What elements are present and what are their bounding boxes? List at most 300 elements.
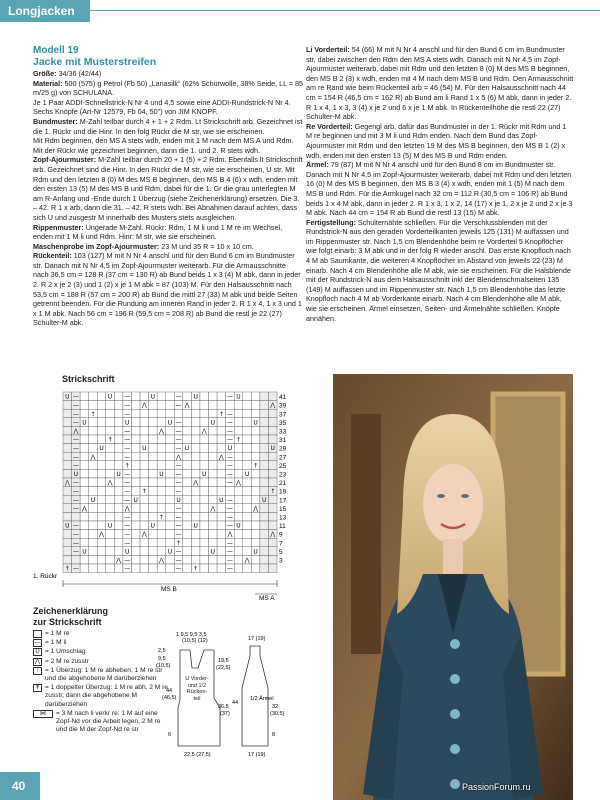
chart-cell: [89, 512, 98, 521]
chart-cell-symbol: —: [226, 548, 233, 556]
chart-cell: [191, 530, 200, 539]
li-paragraph: [306, 45, 574, 122]
chart-cell-symbol: U: [107, 522, 113, 530]
chart-cell: [149, 401, 158, 410]
chart-cell-symbol: —: [124, 488, 131, 496]
chart-cell: [149, 530, 158, 539]
size-paragraph: [33, 69, 303, 79]
chart-cell-symbol: —: [124, 496, 131, 504]
chart-cell: [106, 461, 115, 470]
chart-cell-symbol: ⋀: [141, 531, 147, 539]
chart-cell: [63, 530, 72, 539]
legend-title-line2: zur Strickschrift: [33, 617, 102, 627]
chart-cell-symbol: —: [226, 428, 233, 435]
legend-text: = 3 M nach li verkr re: 1 M auf eine Zopf-Nd vor die Arbeit legen, 2 M re und die M der Zopf-Nd re str: [56, 709, 161, 734]
chart-cell-symbol: U: [159, 471, 164, 478]
chart-cell: [243, 444, 252, 453]
knit-symbol-icon: [33, 630, 42, 638]
chart-cell: [200, 538, 209, 547]
chart-cell-symbol: —: [175, 402, 182, 410]
chart-cell: [191, 469, 200, 478]
chart-cell-symbol: ⋀: [116, 557, 122, 564]
chart-cell: [268, 461, 277, 470]
chart-cell: [234, 444, 243, 453]
chart-cell: [217, 564, 226, 573]
chart-cell: [183, 555, 192, 564]
chart-cell: [131, 478, 140, 487]
material-label: Material:: [33, 78, 63, 88]
chart-cell: [131, 452, 140, 461]
chart-cell: [131, 530, 140, 539]
header-bar: [0, 0, 600, 22]
chart-cell: [157, 504, 166, 513]
chart-cell: [200, 547, 209, 556]
chart-cell-symbol: —: [175, 505, 182, 513]
chart-cell: [234, 547, 243, 556]
chart-cell: [209, 564, 218, 573]
chart-cell: [260, 555, 269, 564]
chart-cell: [106, 504, 115, 513]
dim-6: 44: [166, 688, 173, 694]
chart-cell: [157, 487, 166, 496]
chart-cell: [140, 495, 149, 504]
chart-cell-symbol: U: [219, 496, 224, 504]
row-number: 9: [279, 531, 283, 539]
model-title: Jacke mit Musterstreifen: [33, 56, 157, 68]
chart-cell: [191, 435, 200, 444]
chart-cell: [89, 461, 98, 470]
chart-cell: [114, 435, 123, 444]
row-number: 19: [279, 488, 287, 496]
chart-cell-symbol: ↑: [218, 410, 224, 418]
chart-cell: [149, 409, 158, 418]
chart-cell: [209, 426, 218, 435]
chart-cell: [157, 435, 166, 444]
chart-cell: [260, 512, 269, 521]
chart-cell: [209, 495, 218, 504]
chart-cell-symbol: ⋀: [253, 505, 259, 513]
chart-cell: [191, 547, 200, 556]
chart-cell: [209, 435, 218, 444]
chart-cell-symbol: U: [184, 445, 190, 453]
chart-cell: [209, 444, 218, 453]
chart-cell-symbol: —: [124, 539, 131, 547]
chart-cell: [80, 461, 89, 470]
chart-cell: [191, 504, 200, 513]
chart-cell: [166, 538, 175, 547]
chart-cell-symbol: ⋀: [141, 402, 147, 410]
chart-cell-symbol: U: [244, 471, 250, 478]
row-number: 17: [279, 497, 287, 505]
chart-cell: [191, 495, 200, 504]
chart-cell-symbol: —: [175, 462, 182, 470]
chart-cell-symbol: ↑: [176, 539, 182, 547]
dim-7: (46,5): [162, 695, 177, 701]
chart-cell-symbol: ⋀: [64, 479, 70, 487]
chart-cell: [217, 461, 226, 470]
chart-cell: [183, 435, 192, 444]
chart-cell: [183, 512, 192, 521]
chart-cell: [268, 512, 277, 521]
chart-cell: [243, 426, 252, 435]
row-number: 3: [279, 557, 283, 565]
chart-cell: [80, 564, 89, 573]
chart-cell: [140, 512, 149, 521]
chart-cell: [80, 487, 89, 496]
button-4: [450, 744, 460, 754]
row-number: 37: [279, 411, 287, 419]
chart-cell: [268, 495, 277, 504]
size-text: 34/36 (42/44): [56, 69, 102, 78]
chart-cell: [217, 487, 226, 496]
chart-cell: [157, 409, 166, 418]
dim-5: (22,5): [216, 665, 231, 671]
row-number: 7: [279, 540, 283, 548]
chart-cell: [140, 409, 149, 418]
chart-cell: [191, 452, 200, 461]
chart-cell-symbol: —: [175, 471, 182, 478]
chart-cell-symbol: ↑: [90, 410, 96, 418]
chart-cell: [106, 452, 115, 461]
chart-cell: [234, 452, 243, 461]
chart-cell: [183, 487, 192, 496]
chart-cell-symbol: —: [72, 539, 79, 547]
chart-cell-symbol: —: [124, 514, 131, 521]
chart-cell: [72, 512, 81, 521]
chart-cell: [80, 555, 89, 564]
grid-cells: [63, 392, 277, 573]
rippen-paragraph: [33, 223, 303, 242]
chart-cell: [209, 392, 218, 401]
chart-cell: [114, 512, 123, 521]
chart-cell: [260, 392, 269, 401]
chart-cell-symbol: U: [73, 471, 79, 478]
chart-cell-symbol: ↑: [158, 514, 164, 521]
chart-cell-symbol: —: [175, 548, 182, 556]
chart-cell: [234, 469, 243, 478]
chart-cell: [251, 469, 260, 478]
chart-cell: [97, 521, 106, 530]
chart-cell: [131, 469, 140, 478]
chart-cell: [251, 409, 260, 418]
chart-cell-symbol: —: [124, 522, 131, 530]
maschen-paragraph: [33, 242, 303, 252]
chart-cell: [114, 401, 123, 410]
chart-cell-symbol: —: [226, 522, 233, 530]
model-number: Modell 19: [33, 45, 79, 56]
chart-cell-symbol: ⋀: [158, 557, 164, 564]
chart-cell: [140, 564, 149, 573]
left-eye: [437, 494, 445, 498]
chart-cell: [89, 469, 98, 478]
chart-cell-symbol: —: [226, 557, 233, 564]
chart-cell: [234, 461, 243, 470]
chart-cell: [226, 487, 235, 496]
chart-cell: [131, 409, 140, 418]
chart-cell: [217, 418, 226, 427]
chart-cell: [149, 444, 158, 453]
chart-cell-symbol: —: [124, 428, 131, 435]
chart-cell: [234, 538, 243, 547]
sleeve-label: 1/2 Ärmel: [250, 696, 274, 702]
chart-cell: [149, 469, 158, 478]
chart-cell: [106, 547, 115, 556]
chart-cell: [157, 452, 166, 461]
fertig-paragraph: [306, 218, 574, 324]
chart-cell: [166, 478, 175, 487]
chart-cell: [200, 392, 209, 401]
material-text: 500 (575) g Petrol (Fb 50) „Lanasilk“ (62% Schurwolle, 38% Seide, LL = 85 m/25 g) von SCHULANA.: [33, 78, 304, 98]
chart-cell: [260, 538, 269, 547]
chart-cell: [97, 435, 106, 444]
chart-cell-symbol: —: [124, 565, 131, 573]
chart-cell-symbol: ⋀: [176, 453, 182, 461]
chart-cell-symbol: —: [226, 514, 233, 521]
bund-paragraph: [33, 117, 303, 136]
chart-cell: [106, 418, 115, 427]
legend-text: = 1 Umschlag: [45, 648, 86, 656]
chart-cell: [251, 495, 260, 504]
chart-cell: [209, 401, 218, 410]
chart-cell-symbol: ⋀: [184, 402, 190, 410]
chart-cell-symbol: —: [226, 436, 233, 444]
chart-cell: [191, 487, 200, 496]
row-number: 15: [279, 505, 287, 513]
chart-cell: [131, 555, 140, 564]
chart-cell: [260, 409, 269, 418]
chart-cell: [166, 495, 175, 504]
chart-cell: [268, 435, 277, 444]
chart-cell: [260, 487, 269, 496]
chart-cell: [200, 435, 209, 444]
size-label: Größe:: [33, 69, 57, 78]
chart-cell: [106, 555, 115, 564]
chart-cell-symbol: ⋀: [244, 557, 250, 564]
chart-cell: [140, 452, 149, 461]
chart-cell: [157, 478, 166, 487]
chart-cell: [166, 504, 175, 513]
chart-cell-symbol: —: [72, 522, 79, 530]
chart-cell: [157, 392, 166, 401]
chart-cell: [191, 426, 200, 435]
chart-cell-symbol: U: [236, 522, 241, 530]
dim-4: 19,5: [218, 658, 229, 664]
chart-cell-symbol: U: [236, 393, 241, 401]
chart-cell: [217, 444, 226, 453]
chart-cell: [226, 401, 235, 410]
chart-cell: [80, 401, 89, 410]
material-paragraph-2: Je 1 Paar ADDI-Schnellstrick-N Nr 4 und 4,5 sowie eine ADDI-Rundstrick-N Nr 4. Sechs Knöpfe (Art-Nr 12579, Fb 04, 50") von JIM KNOPF.: [33, 97, 291, 117]
chart-cell: [217, 435, 226, 444]
chart-cell: [174, 409, 183, 418]
cable-symbol-icon: ⋈: [33, 710, 53, 718]
chart-cell: [200, 444, 209, 453]
chart-cell: [217, 392, 226, 401]
chart-cell: [166, 555, 175, 564]
chart-cell: [166, 469, 175, 478]
chart-cell-symbol: ⋀: [73, 428, 79, 435]
chart-cell: [234, 418, 243, 427]
chart-cell: [97, 538, 106, 547]
chart-cell-symbol: U: [124, 419, 130, 427]
button-5: [450, 779, 460, 789]
rippen-text: Ungerade M-Zahl. Rückr: Rdm, 1 M li und 1 M re im Wechsel, enden mit 1 M li und Rdm. Hinr: M str, wie sie erscheinen.: [33, 222, 283, 242]
chart-cell: [251, 401, 260, 410]
first-row-label: 1. Rückr: [33, 573, 58, 580]
chart-cell: [80, 538, 89, 547]
chart-cell: [217, 478, 226, 487]
chart-cell: [149, 487, 158, 496]
chart-cell-symbol: —: [175, 419, 182, 427]
chart-cell: [183, 495, 192, 504]
knitting-chart: [33, 388, 303, 600]
chart-cell: [80, 392, 89, 401]
chart-cell: [243, 512, 252, 521]
chart-cell: [243, 547, 252, 556]
model-photo-illustration: [333, 374, 573, 800]
chart-cell: [63, 418, 72, 427]
chart-cell: [260, 469, 269, 478]
chart-cell-symbol: ⋀: [201, 428, 207, 435]
chart-title: Strickschrift: [62, 374, 115, 384]
chart-cell: [140, 461, 149, 470]
row-number: 27: [279, 454, 287, 462]
chart-cell-symbol: U: [142, 445, 147, 453]
chart-cell: [149, 435, 158, 444]
chart-cell: [80, 521, 89, 530]
chart-cell: [140, 478, 149, 487]
front-label: U Vorder- und 1/2 Rücken- teil: [185, 676, 209, 702]
chart-cell: [114, 564, 123, 573]
chart-cell: [149, 564, 158, 573]
chart-cell: [63, 469, 72, 478]
chart-cell: [243, 435, 252, 444]
chart-cell: [234, 401, 243, 410]
chart-cell-symbol: —: [124, 453, 131, 461]
fertig-text: Schulternähte schließen. Für die Verschlussblenden mit der Rundstrick-N aus den geraden Vorderteilkanten jeweils 125 (131) M auffassen und im Rippenmuster str. Nach 1,5 cm Blendenhöhe beim re Vorderteil 5 Knopflöcher wie folgt einarb: 3 M abk und in der folg R wieder anschl. Das erste Knopfloch nach 4 M ab Saumkante, die weiteren 4 Knopflöcher im Abstand von jeweils 22 (23) M einarb. Nach 4 cm Blendenhöhe alle M abk, wie sie erscheinen. Für die Halsblende mit der Rundstrick-N aus dem Halsausschnitt inkl der Blendenschmalseiten 135 (149) M auffassen und im Rippenmuster str. Nach 1,5 cm Blendenhöhe das letzte Knopfloch nach 4 M ab Vorderkante einarb. Nach 4 cm Blendenhöhe alle M abk, wie sie erscheinen. Ärmel einsetzen, Seiten- und Ärmelnähte schließen. Knöpfe annähen.: [306, 217, 571, 323]
chart-cell: [149, 555, 158, 564]
chart-cell: [209, 461, 218, 470]
ruecken-paragraph: [33, 251, 303, 328]
sleeve-dim-2: 32: [272, 704, 279, 710]
chart-cell: [140, 469, 149, 478]
chart-cell-symbol: —: [72, 531, 79, 539]
chart-cell-symbol: —: [72, 462, 79, 470]
chart-cell: [80, 469, 89, 478]
chart-cell: [209, 478, 218, 487]
chart-cell: [260, 435, 269, 444]
chart-cell: [131, 521, 140, 530]
row-number: 31: [279, 437, 287, 445]
chart-cell: [131, 538, 140, 547]
chart-cell: [89, 401, 98, 410]
chart-cell: [131, 461, 140, 470]
k2tog-symbol-icon: ⋀: [33, 658, 42, 666]
chart-cell: [166, 401, 175, 410]
chart-cell: [251, 530, 260, 539]
chart-cell: [97, 426, 106, 435]
chart-cell: [157, 401, 166, 410]
re-label: Re Vorderteil:: [306, 121, 353, 131]
chart-cell: [183, 469, 192, 478]
chart-cell: [106, 409, 115, 418]
chart-cell: [166, 530, 175, 539]
chart-cell-symbol: U: [65, 522, 70, 530]
dim-9: (37): [220, 711, 230, 717]
chart-cell: [166, 512, 175, 521]
chart-cell: [114, 495, 123, 504]
chart-cell: [63, 547, 72, 556]
chart-cell: [63, 512, 72, 521]
chart-cell: [89, 521, 98, 530]
chart-cell: [260, 452, 269, 461]
chart-cell-symbol: —: [226, 565, 233, 573]
chart-cell: [234, 530, 243, 539]
chart-cell: [268, 564, 277, 573]
chart-cell: [251, 487, 260, 496]
chart-cell: [200, 452, 209, 461]
chart-cell: [251, 426, 260, 435]
schematic-drawing: [150, 628, 300, 763]
chart-cell: [166, 409, 175, 418]
chart-cell: [217, 512, 226, 521]
chart-cell-symbol: —: [226, 393, 233, 401]
chart-cell: [63, 401, 72, 410]
chart-cell: [140, 392, 149, 401]
chart-cell-symbol: ↑: [270, 488, 276, 496]
chart-cell: [131, 444, 140, 453]
chart-cell: [131, 504, 140, 513]
chart-cell-symbol: U: [253, 419, 258, 427]
chart-cell-symbol: —: [72, 548, 79, 556]
chart-cell: [140, 504, 149, 513]
chart-cell: [97, 478, 106, 487]
chart-cell-symbol: —: [124, 445, 131, 453]
chart-cell: [63, 426, 72, 435]
chart-cell: [106, 512, 115, 521]
chart-cell: [63, 487, 72, 496]
chart-cell-symbol: —: [226, 539, 233, 547]
chart-cell: [97, 487, 106, 496]
chart-cell-symbol: ↑: [64, 565, 70, 573]
chart-cell: [89, 487, 98, 496]
chart-cell: [106, 564, 115, 573]
chart-cell: [183, 521, 192, 530]
chart-cell: [183, 392, 192, 401]
knitting-chart-grid: [33, 388, 303, 600]
chart-cell: [157, 547, 166, 556]
chart-cell: [106, 487, 115, 496]
chart-cell-symbol: —: [124, 471, 131, 478]
chart-cell: [97, 512, 106, 521]
chart-cell: [243, 521, 252, 530]
chart-cell: [209, 452, 218, 461]
chart-cell: [183, 530, 192, 539]
chart-cell: [114, 478, 123, 487]
chart-cell: [89, 547, 98, 556]
chart-cell: [114, 426, 123, 435]
chart-cell-symbol: —: [175, 428, 182, 435]
chart-cell-symbol: U: [99, 445, 104, 453]
chart-cell: [268, 469, 277, 478]
chart-cell: [131, 426, 140, 435]
chart-cell: [63, 555, 72, 564]
chart-cell-symbol: ↑: [124, 462, 130, 470]
chart-cell: [251, 521, 260, 530]
chart-cell: [149, 504, 158, 513]
chart-cell: [97, 495, 106, 504]
maschen-text: 23 M und 35 R = 10 x 10 cm.: [159, 241, 254, 251]
